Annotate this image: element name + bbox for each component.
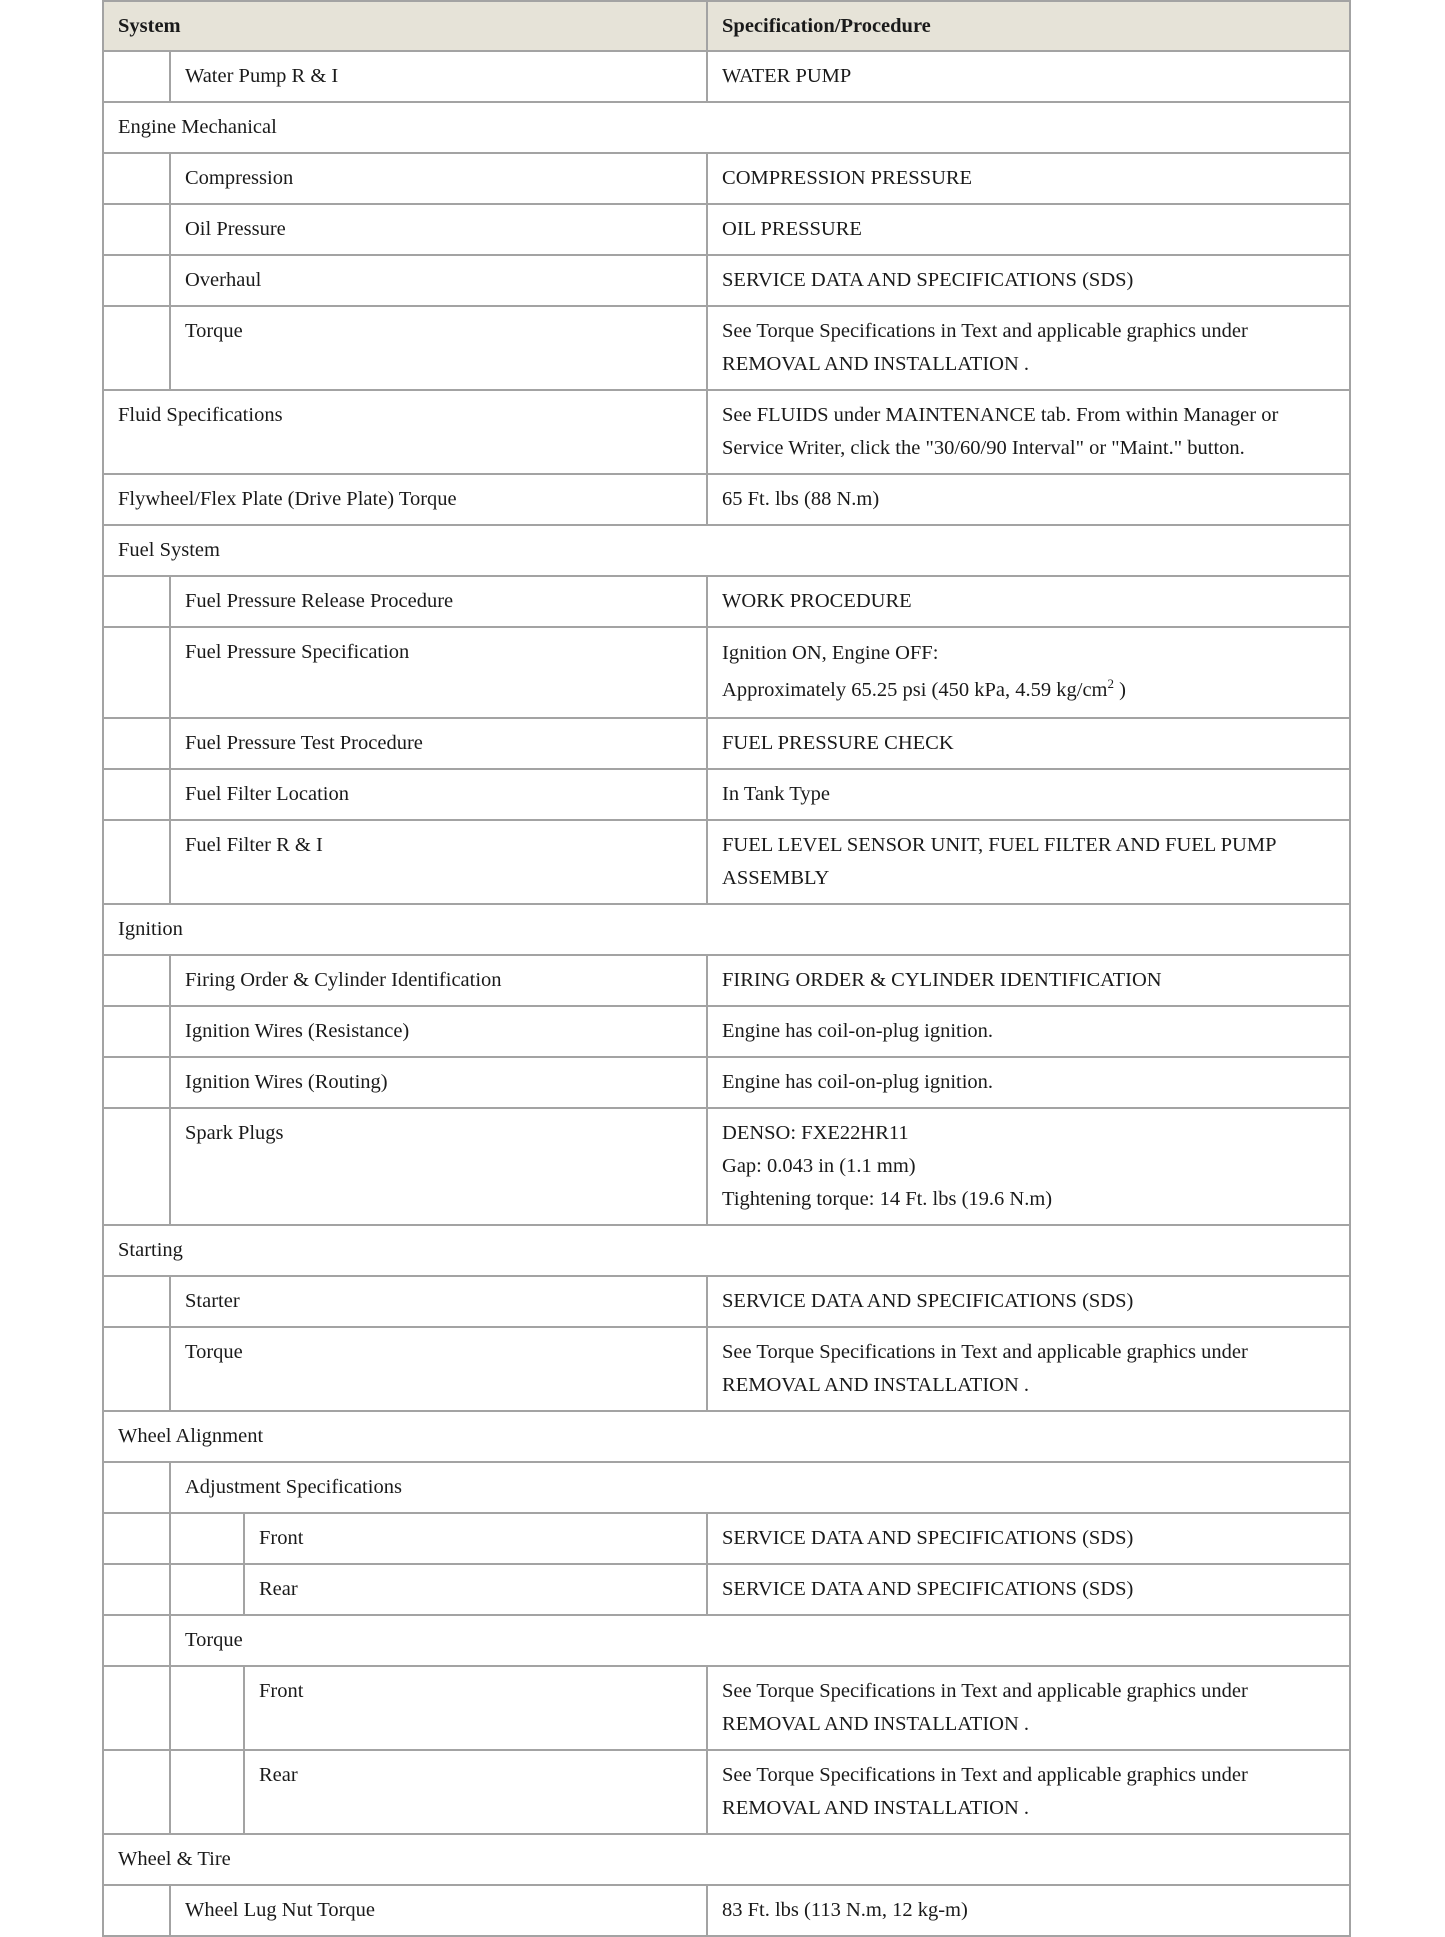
- row-label: Water Pump R & I: [170, 51, 707, 102]
- table-row: [103, 1327, 1350, 1411]
- table-row: [103, 769, 1350, 820]
- indent-cell: [103, 1885, 170, 1936]
- row-label: Fuel Filter R & I: [170, 820, 707, 904]
- value-line: REMOVAL AND INSTALLATION .: [722, 353, 1030, 375]
- row-value: 83 Ft. lbs (113 N.m, 12 kg-m): [707, 1885, 1350, 1936]
- section-label: Wheel Alignment: [103, 1411, 1350, 1462]
- value-line: See FLUIDS under MAINTENANCE tab. From within Manager or: [722, 404, 1279, 426]
- section-label: Wheel & Tire: [103, 1834, 1350, 1885]
- superscript: 2: [1107, 676, 1114, 692]
- table-row: [103, 306, 1350, 390]
- table-row: [103, 1108, 1350, 1225]
- row-value: SERVICE DATA AND SPECIFICATIONS (SDS): [707, 1276, 1350, 1327]
- indent-cell: [103, 153, 170, 204]
- row-label: Rear: [244, 1564, 707, 1615]
- row-value: [707, 1108, 1350, 1225]
- indent-cell: [170, 1513, 244, 1564]
- table-row: [103, 474, 1350, 525]
- row-value: SERVICE DATA AND SPECIFICATIONS (SDS): [707, 255, 1350, 306]
- value-line: See Torque Specifications in Text and applicable graphics under: [722, 320, 1248, 342]
- table-row: [103, 955, 1350, 1006]
- value-line: See Torque Specifications in Text and applicable graphics under: [722, 1341, 1248, 1363]
- table-row: [103, 718, 1350, 769]
- row-value: [707, 1750, 1350, 1834]
- row-value: COMPRESSION PRESSURE: [707, 153, 1350, 204]
- section-label: Starting: [103, 1225, 1350, 1276]
- table-row: [103, 820, 1350, 904]
- row-value: FIRING ORDER & CYLINDER IDENTIFICATION: [707, 955, 1350, 1006]
- row-label: Wheel Lug Nut Torque: [170, 1885, 707, 1936]
- row-label: Torque: [170, 1327, 707, 1411]
- indent-cell: [103, 820, 170, 904]
- table-row: [103, 51, 1350, 102]
- table-row: [103, 153, 1350, 204]
- table-row: [103, 1885, 1350, 1936]
- table-row: [103, 1564, 1350, 1615]
- value-text: Approximately 65.25 psi (450 kPa, 4.59 kg/cm: [722, 679, 1108, 701]
- section-label: Fuel System: [103, 525, 1350, 576]
- row-label: Fuel Pressure Specification: [170, 627, 707, 718]
- row-label: Ignition Wires (Resistance): [170, 1006, 707, 1057]
- table-header-row: [103, 1, 1350, 51]
- indent-cell: [103, 1057, 170, 1108]
- row-value: [707, 390, 1350, 474]
- indent-cell: [103, 576, 170, 627]
- indent-cell: [103, 769, 170, 820]
- header-system: System: [103, 1, 707, 51]
- section-label: Engine Mechanical: [103, 102, 1350, 153]
- section-row: [103, 102, 1350, 153]
- row-value: Engine has coil-on-plug ignition.: [707, 1057, 1350, 1108]
- value-line: See Torque Specifications in Text and applicable graphics under: [722, 1764, 1248, 1786]
- indent-cell: [103, 1564, 170, 1615]
- row-label: Firing Order & Cylinder Identification: [170, 955, 707, 1006]
- value-line: Ignition ON, Engine OFF:: [722, 642, 939, 664]
- indent-cell: [103, 1327, 170, 1411]
- row-label: Fluid Specifications: [103, 390, 707, 474]
- indent-cell: [103, 1666, 170, 1750]
- subsection-row: [103, 1615, 1350, 1666]
- row-label: Compression: [170, 153, 707, 204]
- section-row: [103, 1225, 1350, 1276]
- row-value: In Tank Type: [707, 769, 1350, 820]
- row-label: Front: [244, 1513, 707, 1564]
- value-line: REMOVAL AND INSTALLATION .: [722, 1713, 1030, 1735]
- row-label: Oil Pressure: [170, 204, 707, 255]
- indent-cell: [103, 1276, 170, 1327]
- subsection-row: [103, 1462, 1350, 1513]
- indent-cell: [103, 306, 170, 390]
- value-line: Gap: 0.043 in (1.1 mm): [722, 1155, 916, 1177]
- section-row: [103, 1411, 1350, 1462]
- value-text: ): [1114, 679, 1126, 701]
- value-line: [722, 671, 1335, 709]
- row-label: Fuel Pressure Release Procedure: [170, 576, 707, 627]
- table-row: [103, 255, 1350, 306]
- table-row: [103, 1276, 1350, 1327]
- indent-cell: [103, 1513, 170, 1564]
- row-label: Rear: [244, 1750, 707, 1834]
- indent-cell: [103, 1462, 170, 1513]
- table-row: [103, 204, 1350, 255]
- table-row: [103, 576, 1350, 627]
- value-line: Service Writer, click the "30/60/90 Interval" or "Maint." button.: [722, 437, 1245, 459]
- header-specification: Specification/Procedure: [707, 1, 1350, 51]
- row-label: Front: [244, 1666, 707, 1750]
- value-line: REMOVAL AND INSTALLATION .: [722, 1797, 1030, 1819]
- table-row: [103, 390, 1350, 474]
- table-row: [103, 627, 1350, 718]
- row-value: 65 Ft. lbs (88 N.m): [707, 474, 1350, 525]
- value-line: Tightening torque: 14 Ft. lbs (19.6 N.m): [722, 1188, 1053, 1210]
- indent-cell: [103, 627, 170, 718]
- row-value: SERVICE DATA AND SPECIFICATIONS (SDS): [707, 1564, 1350, 1615]
- row-value: [707, 306, 1350, 390]
- indent-cell: [170, 1666, 244, 1750]
- row-label: Torque: [170, 306, 707, 390]
- row-value: WORK PROCEDURE: [707, 576, 1350, 627]
- section-row: [103, 525, 1350, 576]
- value-line: REMOVAL AND INSTALLATION .: [722, 1374, 1030, 1396]
- value-line: DENSO: FXE22HR11: [722, 1122, 909, 1144]
- row-value: OIL PRESSURE: [707, 204, 1350, 255]
- indent-cell: [103, 1006, 170, 1057]
- table-row: [103, 1057, 1350, 1108]
- row-value: Engine has coil-on-plug ignition.: [707, 1006, 1350, 1057]
- row-value: [707, 627, 1350, 718]
- indent-cell: [103, 204, 170, 255]
- row-label: Overhaul: [170, 255, 707, 306]
- table-row: [103, 1666, 1350, 1750]
- row-label: Flywheel/Flex Plate (Drive Plate) Torque: [103, 474, 707, 525]
- row-value: FUEL PRESSURE CHECK: [707, 718, 1350, 769]
- value-line: ASSEMBLY: [722, 867, 830, 889]
- indent-cell: [103, 1615, 170, 1666]
- row-value: [707, 1666, 1350, 1750]
- indent-cell: [103, 1108, 170, 1225]
- indent-cell: [103, 1750, 170, 1834]
- subsection-label: Torque: [170, 1615, 1350, 1666]
- table-row: [103, 1006, 1350, 1057]
- row-label: Starter: [170, 1276, 707, 1327]
- table-row: [103, 1750, 1350, 1834]
- indent-cell: [170, 1564, 244, 1615]
- row-value: SERVICE DATA AND SPECIFICATIONS (SDS): [707, 1513, 1350, 1564]
- indent-cell: [103, 955, 170, 1006]
- row-value: WATER PUMP: [707, 51, 1350, 102]
- indent-cell: [103, 718, 170, 769]
- section-label: Ignition: [103, 904, 1350, 955]
- row-label: Spark Plugs: [170, 1108, 707, 1225]
- indent-cell: [103, 255, 170, 306]
- value-line: FUEL LEVEL SENSOR UNIT, FUEL FILTER AND FUEL PUMP: [722, 834, 1277, 856]
- value-line: See Torque Specifications in Text and applicable graphics under: [722, 1680, 1248, 1702]
- indent-cell: [170, 1750, 244, 1834]
- row-label: Fuel Pressure Test Procedure: [170, 718, 707, 769]
- section-row: [103, 1834, 1350, 1885]
- subsection-label: Adjustment Specifications: [170, 1462, 1350, 1513]
- specification-table: [102, 0, 1351, 1937]
- section-row: [103, 904, 1350, 955]
- row-value: [707, 820, 1350, 904]
- row-label: Ignition Wires (Routing): [170, 1057, 707, 1108]
- row-value: [707, 1327, 1350, 1411]
- table-row: [103, 1513, 1350, 1564]
- row-label: Fuel Filter Location: [170, 769, 707, 820]
- indent-cell: [103, 51, 170, 102]
